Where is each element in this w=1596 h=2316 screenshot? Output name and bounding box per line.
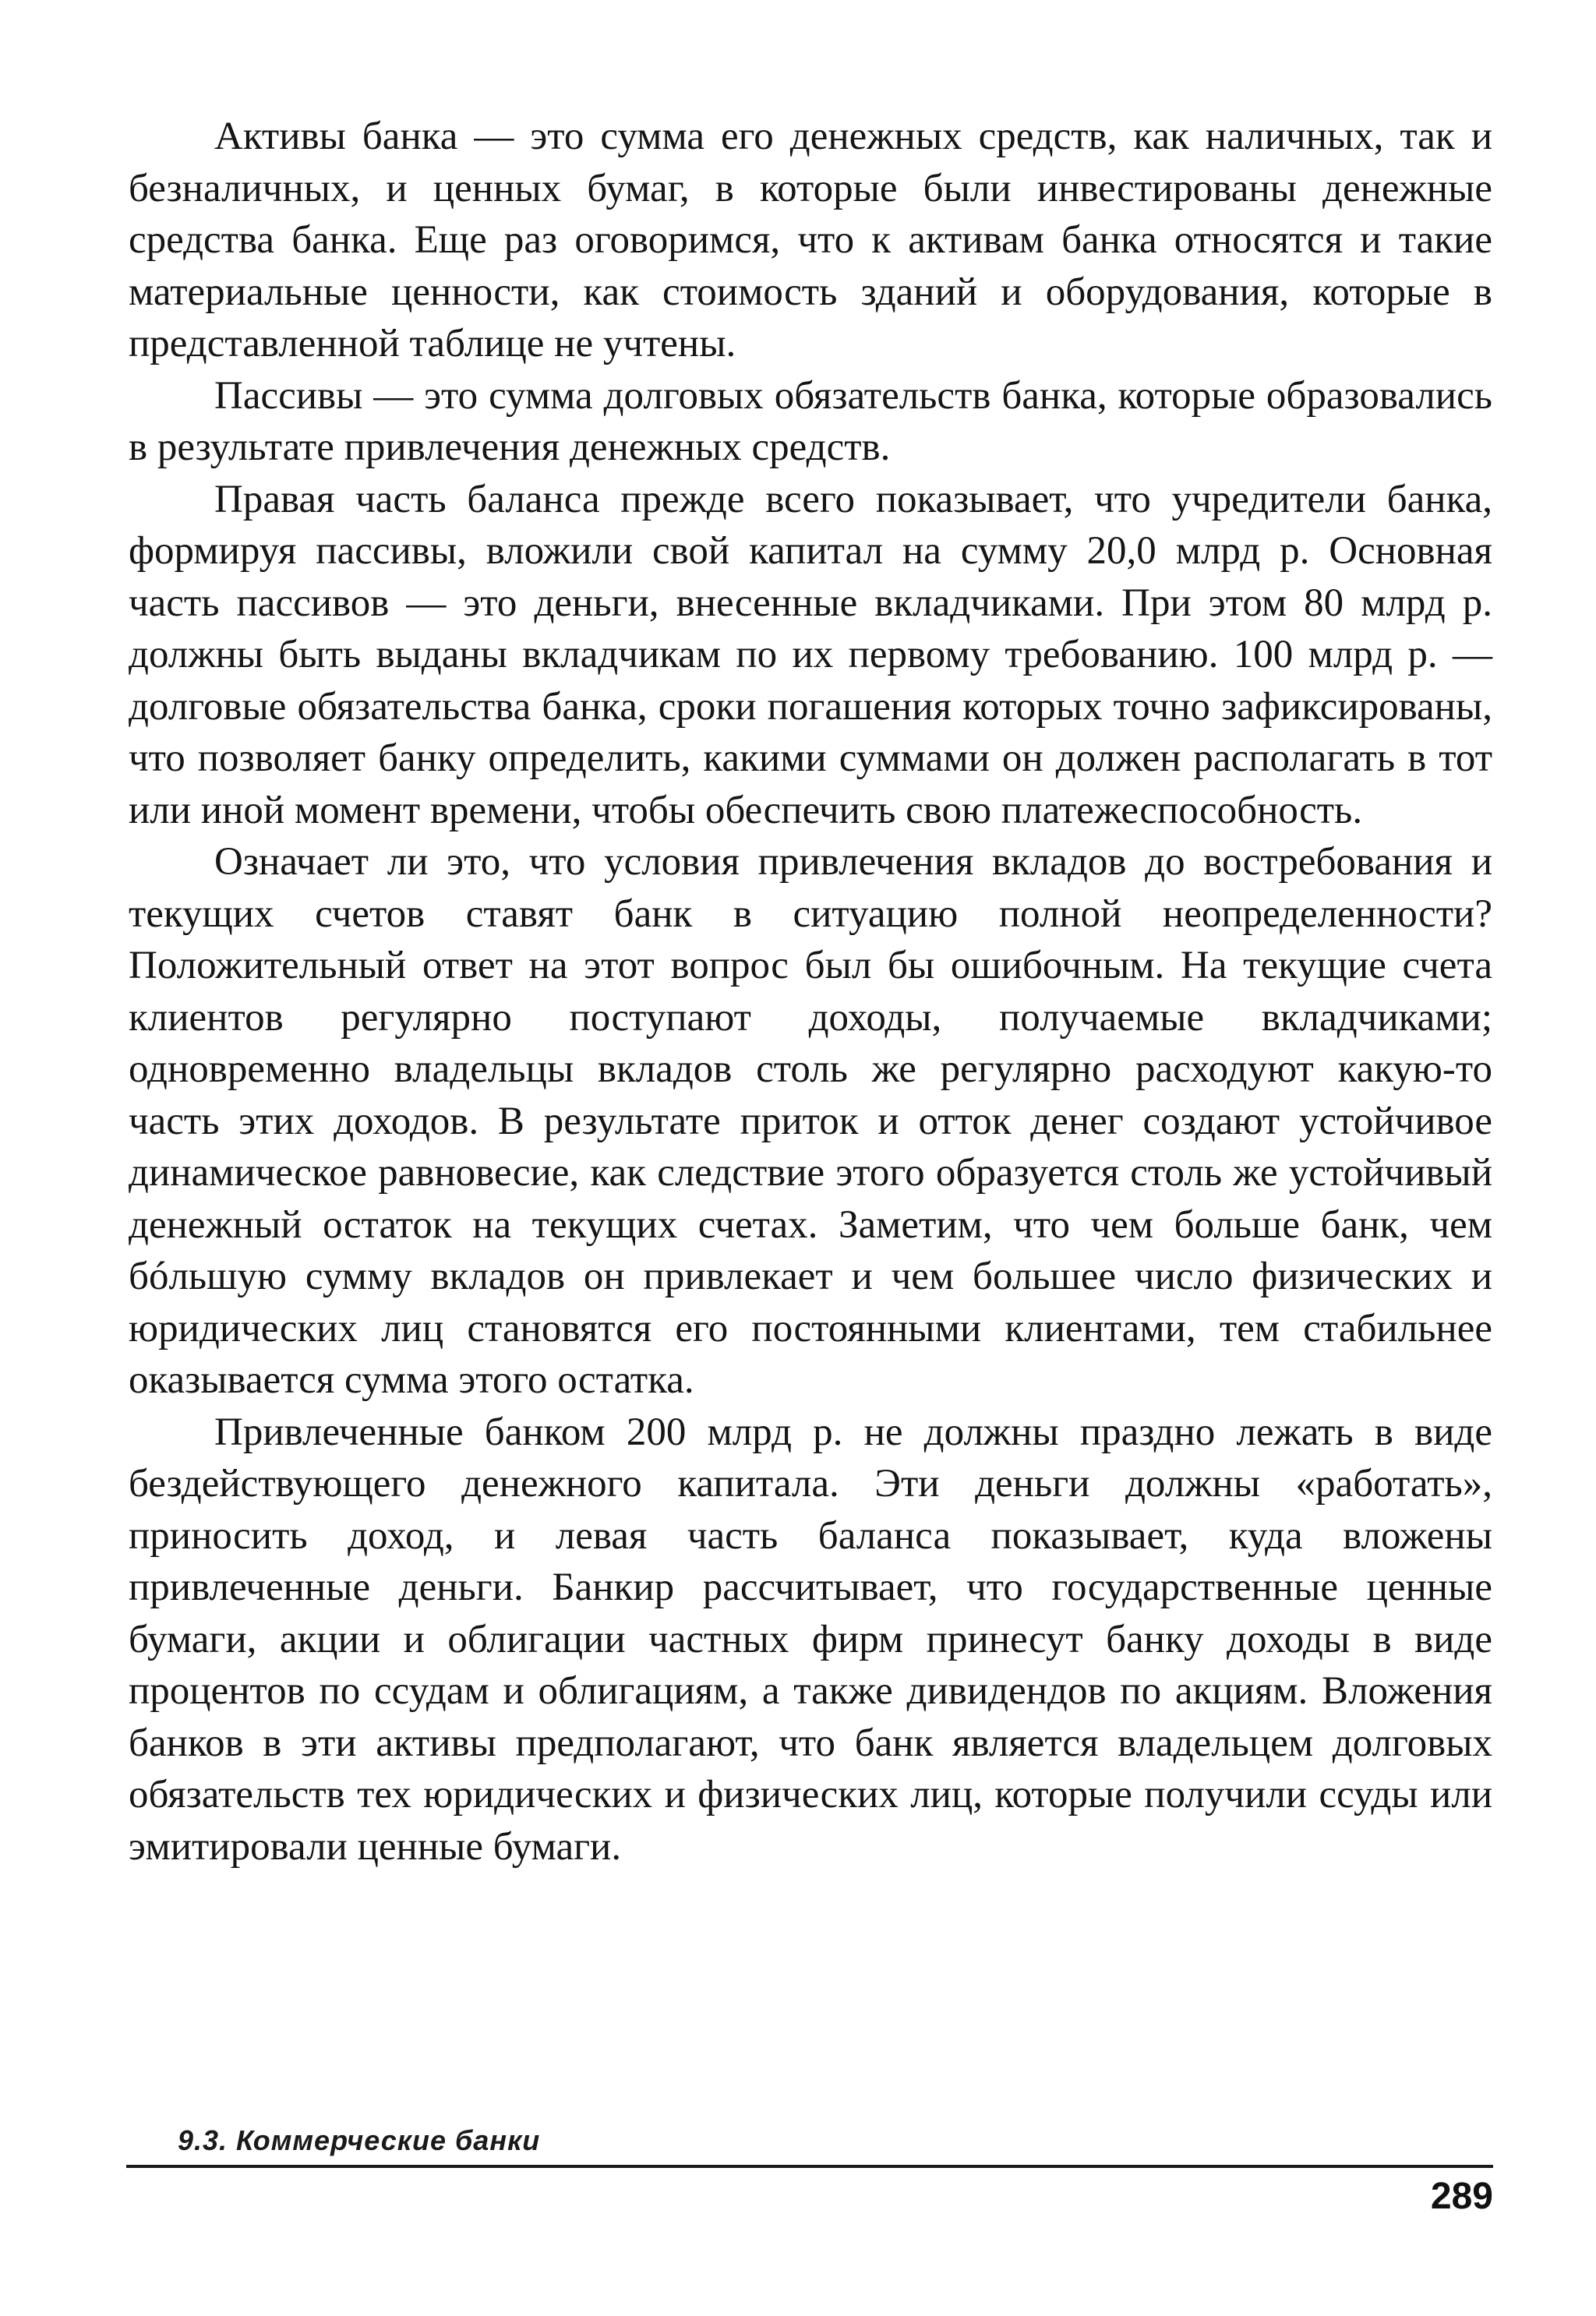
paragraph-balance-left-side: Привлеченные банком 200 млрд р. не должны праздно лежать в виде бездействующего денежного капитала. Эти деньги должны «работать», приносить доход, и левая часть баланса показывает, куда вложены привлеченные деньги. Банкир рассчитывает, что государственные ценные бумаги, акции и облигации частных фирм принесут банку доходы в виде процентов по ссудам и облигациям, а также дивидендов по акциям. Вложения банков в эти активы предполагают, что банк является владельцем долговых обязательств тех юридических и физических лиц, которые получили ссуды или эмитировали ценные бумаги. [129,1410,1492,1869]
running-footer-section-title: 9.3. Коммерческие банки [178,2124,541,2156]
paragraph-liabilities: Пассивы — это сумма долговых обязательств банка, которые образовались в результате привлечения денежных средств. [129,373,1492,469]
paragraph-balance-right-side: Правая часть баланса прежде всего показывает, что учредители банка, формируя пассивы, вложили свой капитал на сумму 20,0 млрд р. Основная часть пассивов — это деньги, внесенные вкладчиками. При этом 80 млрд р. должны быть выданы вкладчикам по их первому требованию. 100 млрд р. — долговые обязательства банка, сроки погашения которых точно зафиксированы, что позволяет банку определить, какими суммами он должен располагать в тот или иной момент времени, чтобы обеспечить свою платежеспособность. [129,477,1492,832]
paragraph-assets: Активы банка — это сумма его денежных средств, как наличных, так и безналичных, и ценных бумаг, в которые были инвестированы денежные средства банка. Еще раз оговоримся, что к активам банка относятся и такие материальные ценности, как стоимость зданий и оборудования, которые в представленной таблице не учтены. [129,115,1492,365]
page-number: 289 [1430,2176,1493,2217]
paragraph-deposit-stability: Означает ли это, что условия привлечения вкладов до востребования и текущих счетов ставят банк в ситуацию полной неопределенности? Положительный ответ на этот вопрос был бы ошибочным. На текущие счета клиентов регулярно поступают доходы, получаемые вкладчиками; одновременно владельцы вкладов столь же регулярно расходуют какую-то часть этих доходов. В результате приток и отток денег создают устойчивое динамическое равновесие, как следствие этого образуется столь же устойчивый денежный остаток на текущих счетах. Заметим, что чем больше банк, чем бóльшую сумму вкладов он привлекает и чем большее число физических и юридических лиц становятся его постоянными клиентами, тем стабильнее оказывается сумма этого остатка. [129,840,1492,1402]
footer-divider [126,2165,1493,2168]
body-text [129,111,1492,1873]
